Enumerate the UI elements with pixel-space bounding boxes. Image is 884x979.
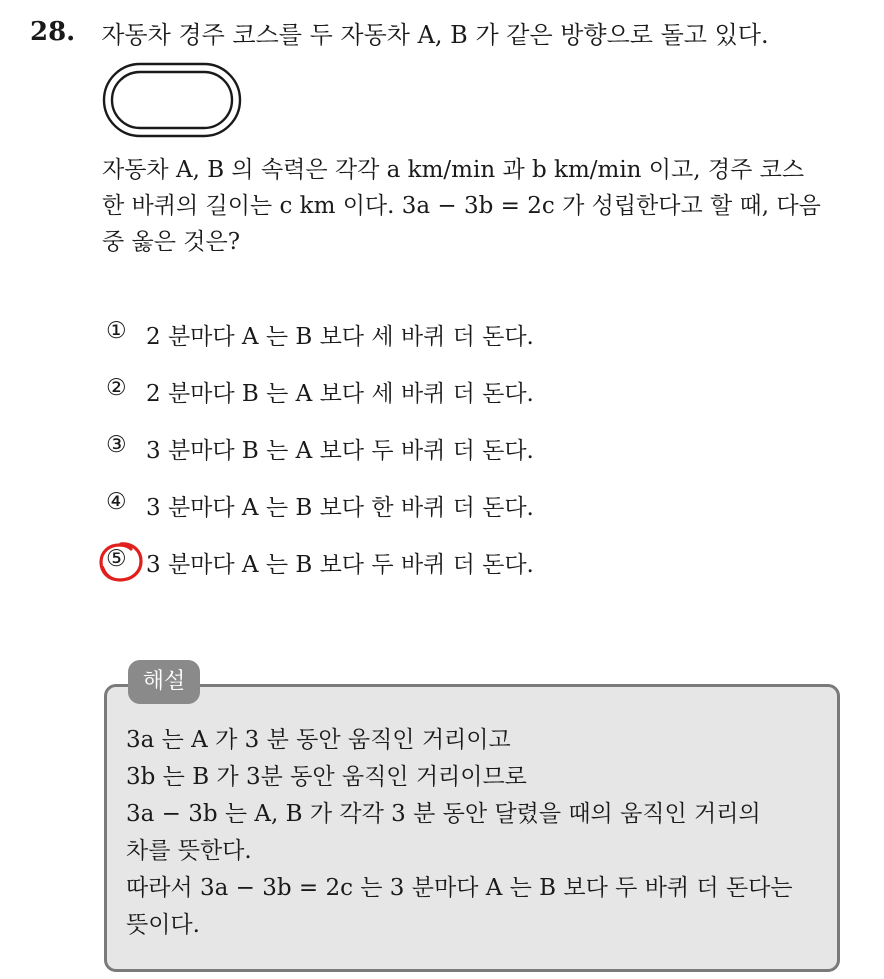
paragraph-line: 자동차 A, B 의 속력은 각각 a km/min 과 b km/min 이고, 경주 코스 [102, 157, 805, 183]
explanation-body [126, 722, 826, 944]
question-paragraph [102, 152, 872, 260]
red-circle-mark-icon [98, 541, 144, 583]
explanation-line: 3a 는 A 가 3 분 동안 움직인 거리이고 [126, 727, 511, 753]
oval-race-track-icon [102, 62, 242, 138]
explanation-line: 3b 는 B 가 3분 동안 움직인 거리이므로 [126, 764, 527, 790]
choice-4[interactable] [106, 489, 806, 546]
choice-text: 3 분마다 A 는 B 보다 한 바퀴 더 돈다. [146, 495, 534, 521]
paragraph-line: 중 옳은 것은? [102, 229, 241, 255]
explanation-line: 3a − 3b 는 A, B 가 각각 3 분 동안 달렸을 때의 움직인 거리의 [126, 801, 761, 827]
question-number: 28. [30, 17, 76, 47]
explanation-line: 따라서 3a − 3b = 2c 는 3 분마다 A 는 B 보다 두 바퀴 더 돈다는 [126, 875, 793, 901]
choice-number: ④ [106, 489, 127, 515]
explanation-line: 차를 뜻한다. [126, 838, 252, 864]
choice-text: 3 분마다 B 는 A 보다 두 바퀴 더 돈다. [146, 438, 534, 464]
explanation-label: 해설 [128, 660, 200, 704]
explanation-line: 뜻이다. [126, 912, 200, 938]
choice-text: 3 분마다 A 는 B 보다 두 바퀴 더 돈다. [146, 552, 534, 578]
choice-3[interactable] [106, 432, 806, 489]
choice-5[interactable] [106, 546, 806, 603]
question-stem: 자동차 경주 코스를 두 자동차 A, B 가 같은 방향으로 돌고 있다. [101, 20, 769, 49]
choice-number: ② [106, 375, 127, 401]
choice-number: ③ [106, 432, 127, 458]
choice-text: 2 분마다 B 는 A 보다 세 바퀴 더 돈다. [146, 381, 534, 407]
choice-2[interactable] [106, 375, 806, 432]
choice-1[interactable] [106, 318, 806, 375]
choice-number: ⑤ [106, 546, 127, 572]
choice-list [106, 318, 806, 603]
choice-number: ① [106, 318, 127, 344]
question-header [30, 14, 769, 50]
paragraph-line: 한 바퀴의 길이는 c km 이다. 3a − 3b = 2c 가 성립한다고 할 때, 다음 [102, 193, 821, 219]
choice-text: 2 분마다 A 는 B 보다 세 바퀴 더 돈다. [146, 324, 534, 350]
